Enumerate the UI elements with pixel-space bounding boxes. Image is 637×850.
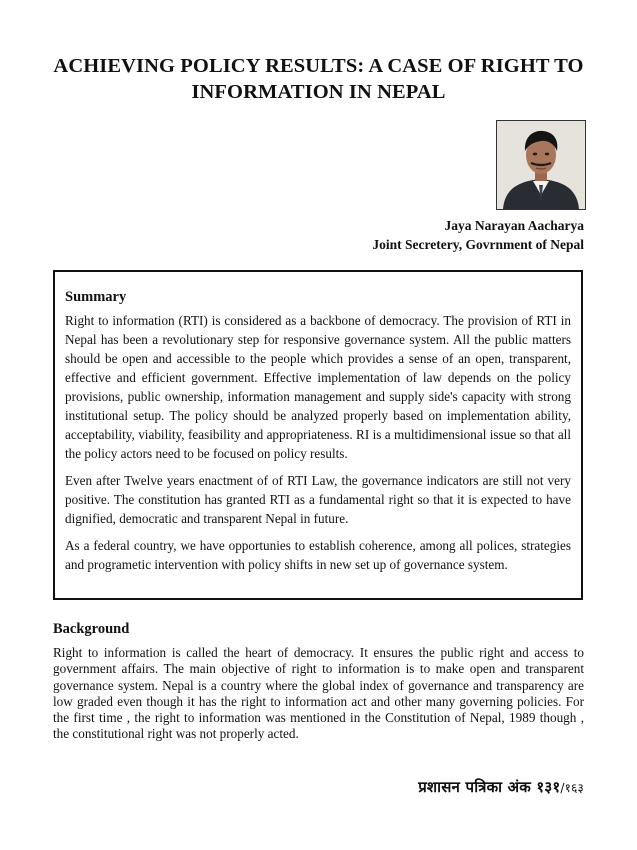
- summary-paragraph: Even after Twelve years enactment of of RTI Law, the governance indicators are still not very positive. The constitution has granted RTI as a fundamental right so that it is expected to have dignified, democratic and transparent Nepal in future.: [65, 473, 571, 526]
- summary-heading: Summary: [65, 289, 127, 305]
- author-block: [372, 216, 584, 254]
- page-number: /१६३: [560, 781, 584, 795]
- background-heading: Background: [53, 621, 130, 637]
- summary-box: [53, 270, 583, 600]
- background-paragraph: Right to information is called the heart of democracy. It ensures the public right and access to government affairs. The main objective of right to information is to make open and transparent governance system. Nepal is a country where the global index of governance and transparency are low graded even though it has the right to information act and other many governing policies. For the first time , the right to information was mentioned in the Constitution of Nepal, 1989 though , the constitutional right was not properly acted.: [53, 645, 584, 742]
- author-photo: [496, 120, 586, 210]
- author-position: Joint Secretery, Govrnment of Nepal: [372, 237, 584, 252]
- summary-paragraph: Right to information (RTI) is considered as a backbone of democracy. The provision of RTI in Nepal has been a revolutionary step for responsive governance system. All the public matters should be open and accessible to the people which provides a sense of an open, transparent, effective and efficient government. Effective implementation of law depends on the policy provisions, public ownership, information management and supply side's capacity with strong institutional setup. The policy should be analyzed properly based on implementation ability, acceptability, viability, feasibility and appropriateness. RI is a multidimensional issue so that all the policy actors need to be focused on policy results.: [65, 313, 571, 461]
- paper-title: ACHIEVING POLICY RESULTS: A CASE OF RIGHT TO INFORMATION IN NEPAL: [53, 55, 584, 103]
- journal-name: प्रशासन पत्रिका अंक १३१: [418, 778, 561, 796]
- author-name: Jaya Narayan Aacharya: [444, 218, 584, 233]
- page-footer: [418, 777, 584, 797]
- summary-paragraph: As a federal country, we have opportunies to establish coherence, among all polices, strategies and programetic intervention with policy shifts in new set up of governance system.: [65, 538, 571, 572]
- author-portrait-icon: [497, 121, 585, 209]
